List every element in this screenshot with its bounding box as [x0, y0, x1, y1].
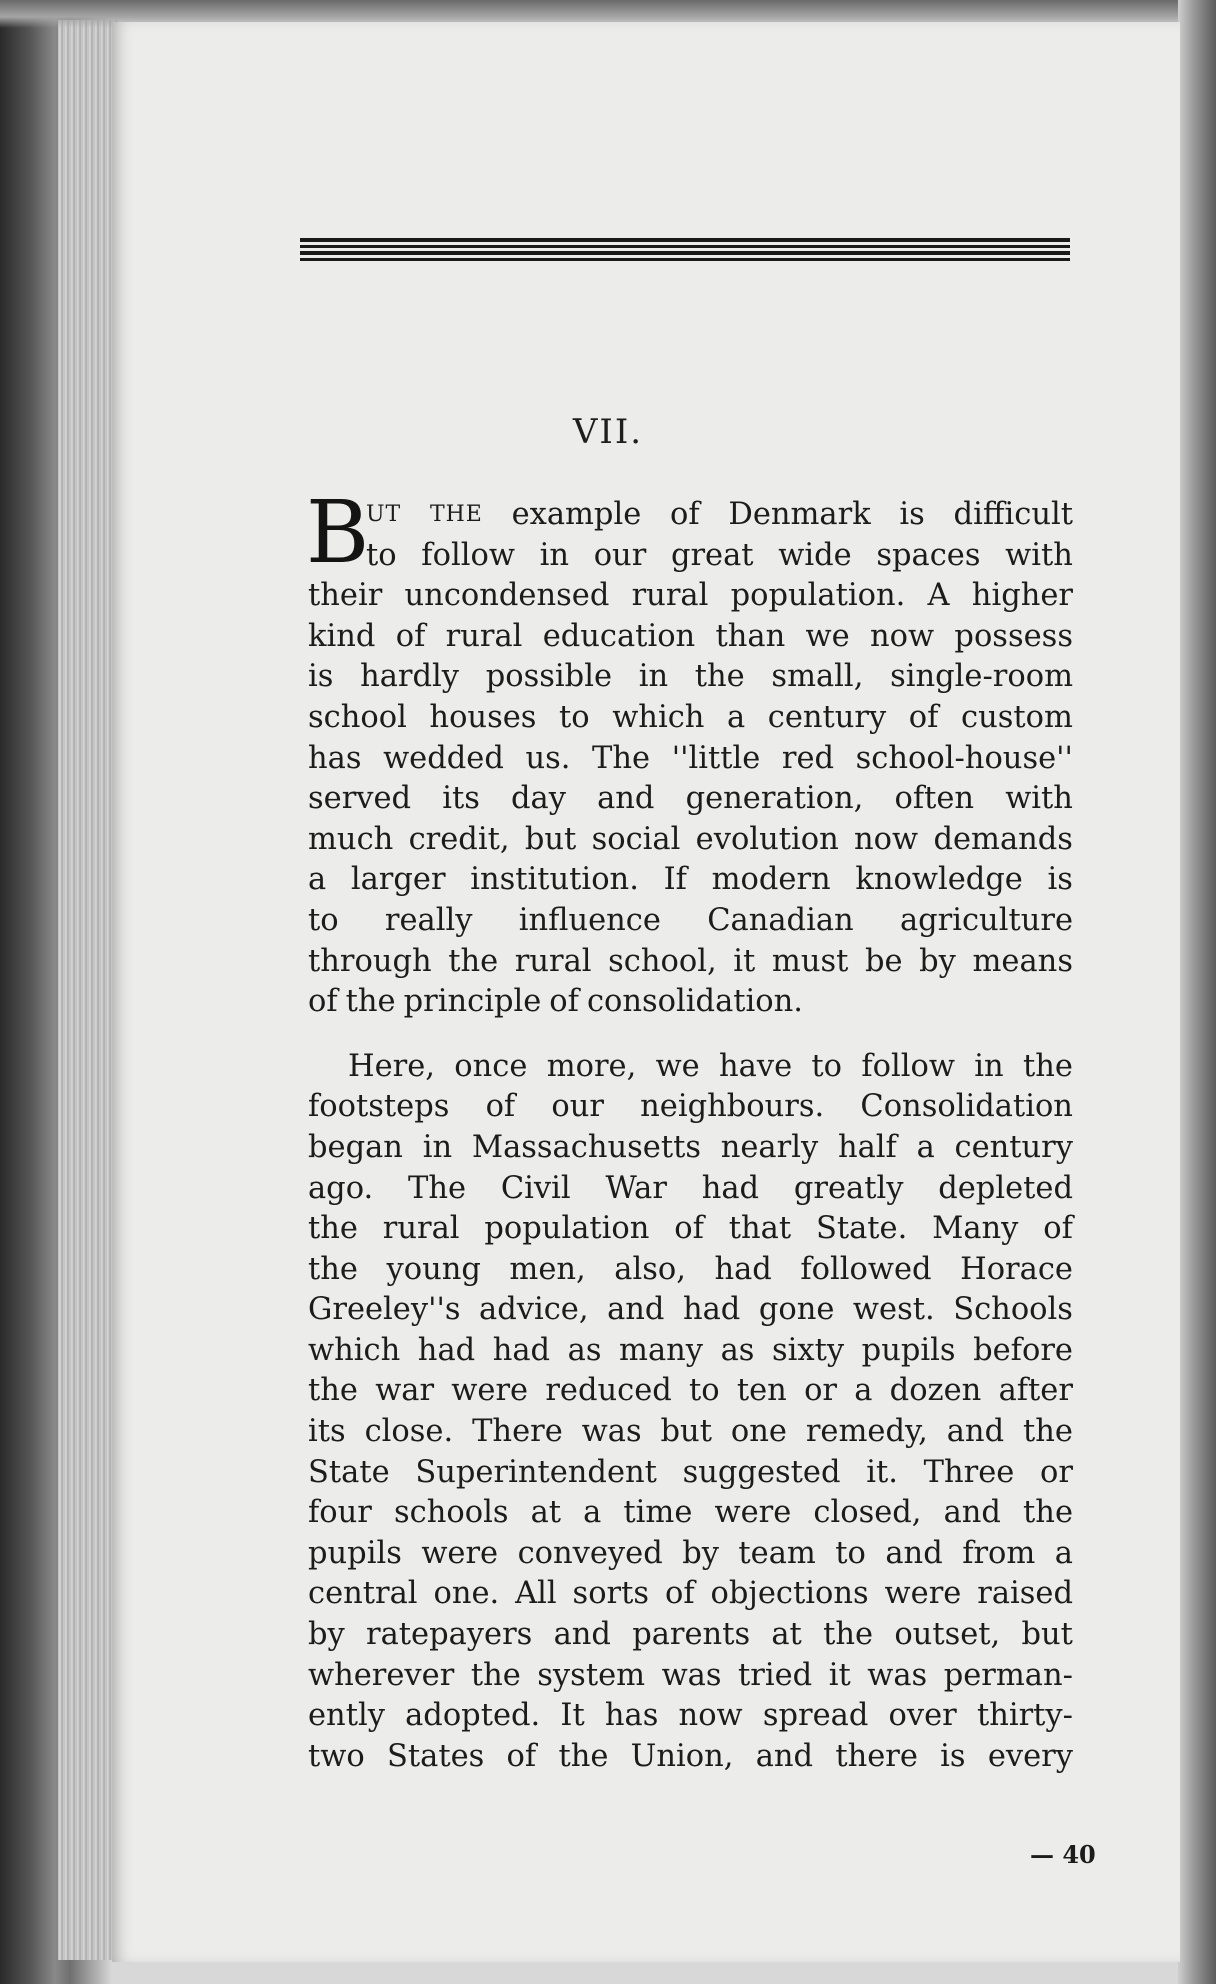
text-line: Greeley''s advice, and had gone west. Schools: [308, 1292, 1073, 1328]
header-rule: [300, 245, 1070, 248]
text-line: to follow in our great wide spaces with: [366, 537, 1073, 573]
header-rules: [300, 238, 1070, 268]
text-line: their uncondensed rural population. A higher: [308, 578, 1073, 614]
text-line: ago. The Civil War had greatly depleted: [308, 1170, 1073, 1206]
text-line: of the principle of consolidation.: [308, 984, 803, 1020]
text-line: by ratepayers and parents at the outset, but: [308, 1617, 1073, 1653]
text-line: has wedded us. The ''little red school-house'': [308, 740, 1073, 776]
text-line: footsteps of our neighbours. Consolidation: [308, 1089, 1073, 1125]
text-line: kind of rural education than we now possess: [308, 618, 1073, 654]
text-line: two States of the Union, and there is every: [308, 1738, 1073, 1774]
header-rule: [300, 238, 1070, 242]
text-line: the rural population of that State. Many of: [308, 1211, 1073, 1247]
text-line: the war were reduced to ten or a dozen after: [308, 1373, 1073, 1409]
right-edge: [1178, 0, 1216, 1984]
text-line: the young men, also, had followed Horace: [308, 1251, 1073, 1287]
header-rule: [300, 251, 1070, 255]
text-line: pupils were conveyed by team to and from a: [308, 1535, 1073, 1571]
text-line: a larger institution. If modern knowledge is: [308, 862, 1073, 898]
text-line: ently adopted. It has now spread over thirty-: [308, 1698, 1073, 1734]
text-line: UT THE example of Denmark is difficult: [366, 497, 1073, 532]
body-text: [306, 483, 1073, 1777]
page-number: — 40: [1030, 1840, 1096, 1869]
header-rule: [300, 258, 1070, 261]
text-line: its close. There was but one remedy, and the: [308, 1414, 1073, 1450]
text-line: which had had as many as sixty pupils before: [308, 1332, 1073, 1368]
text-line: wherever the system was tried it was perman-: [308, 1657, 1073, 1693]
text-line: State Superintendent suggested it. Three or: [308, 1454, 1073, 1490]
text-line: is hardly possible in the small, single-room: [308, 659, 1073, 695]
paragraph-1: [306, 483, 1073, 1023]
page-edges: [58, 20, 118, 1960]
text-line: central one. All sorts of objections were raised: [308, 1576, 1073, 1612]
drop-cap: B: [306, 483, 370, 583]
text-line: served its day and generation, often with: [308, 781, 1073, 817]
text-line: to really influence Canadian agriculture: [308, 902, 1073, 938]
text-line: began in Massachusetts nearly half a century: [308, 1129, 1073, 1165]
chapter-heading: VII.: [572, 412, 644, 452]
paragraph-2: [308, 1047, 1073, 1778]
text-line: Here, once more, we have to follow in the: [348, 1048, 1073, 1084]
text-line: school houses to which a century of custom: [308, 699, 1073, 735]
text-line: four schools at a time were closed, and the: [308, 1495, 1073, 1531]
text-line: much credit, but social evolution now demands: [308, 821, 1073, 857]
text-line: through the rural school, it must be by means: [308, 943, 1073, 979]
